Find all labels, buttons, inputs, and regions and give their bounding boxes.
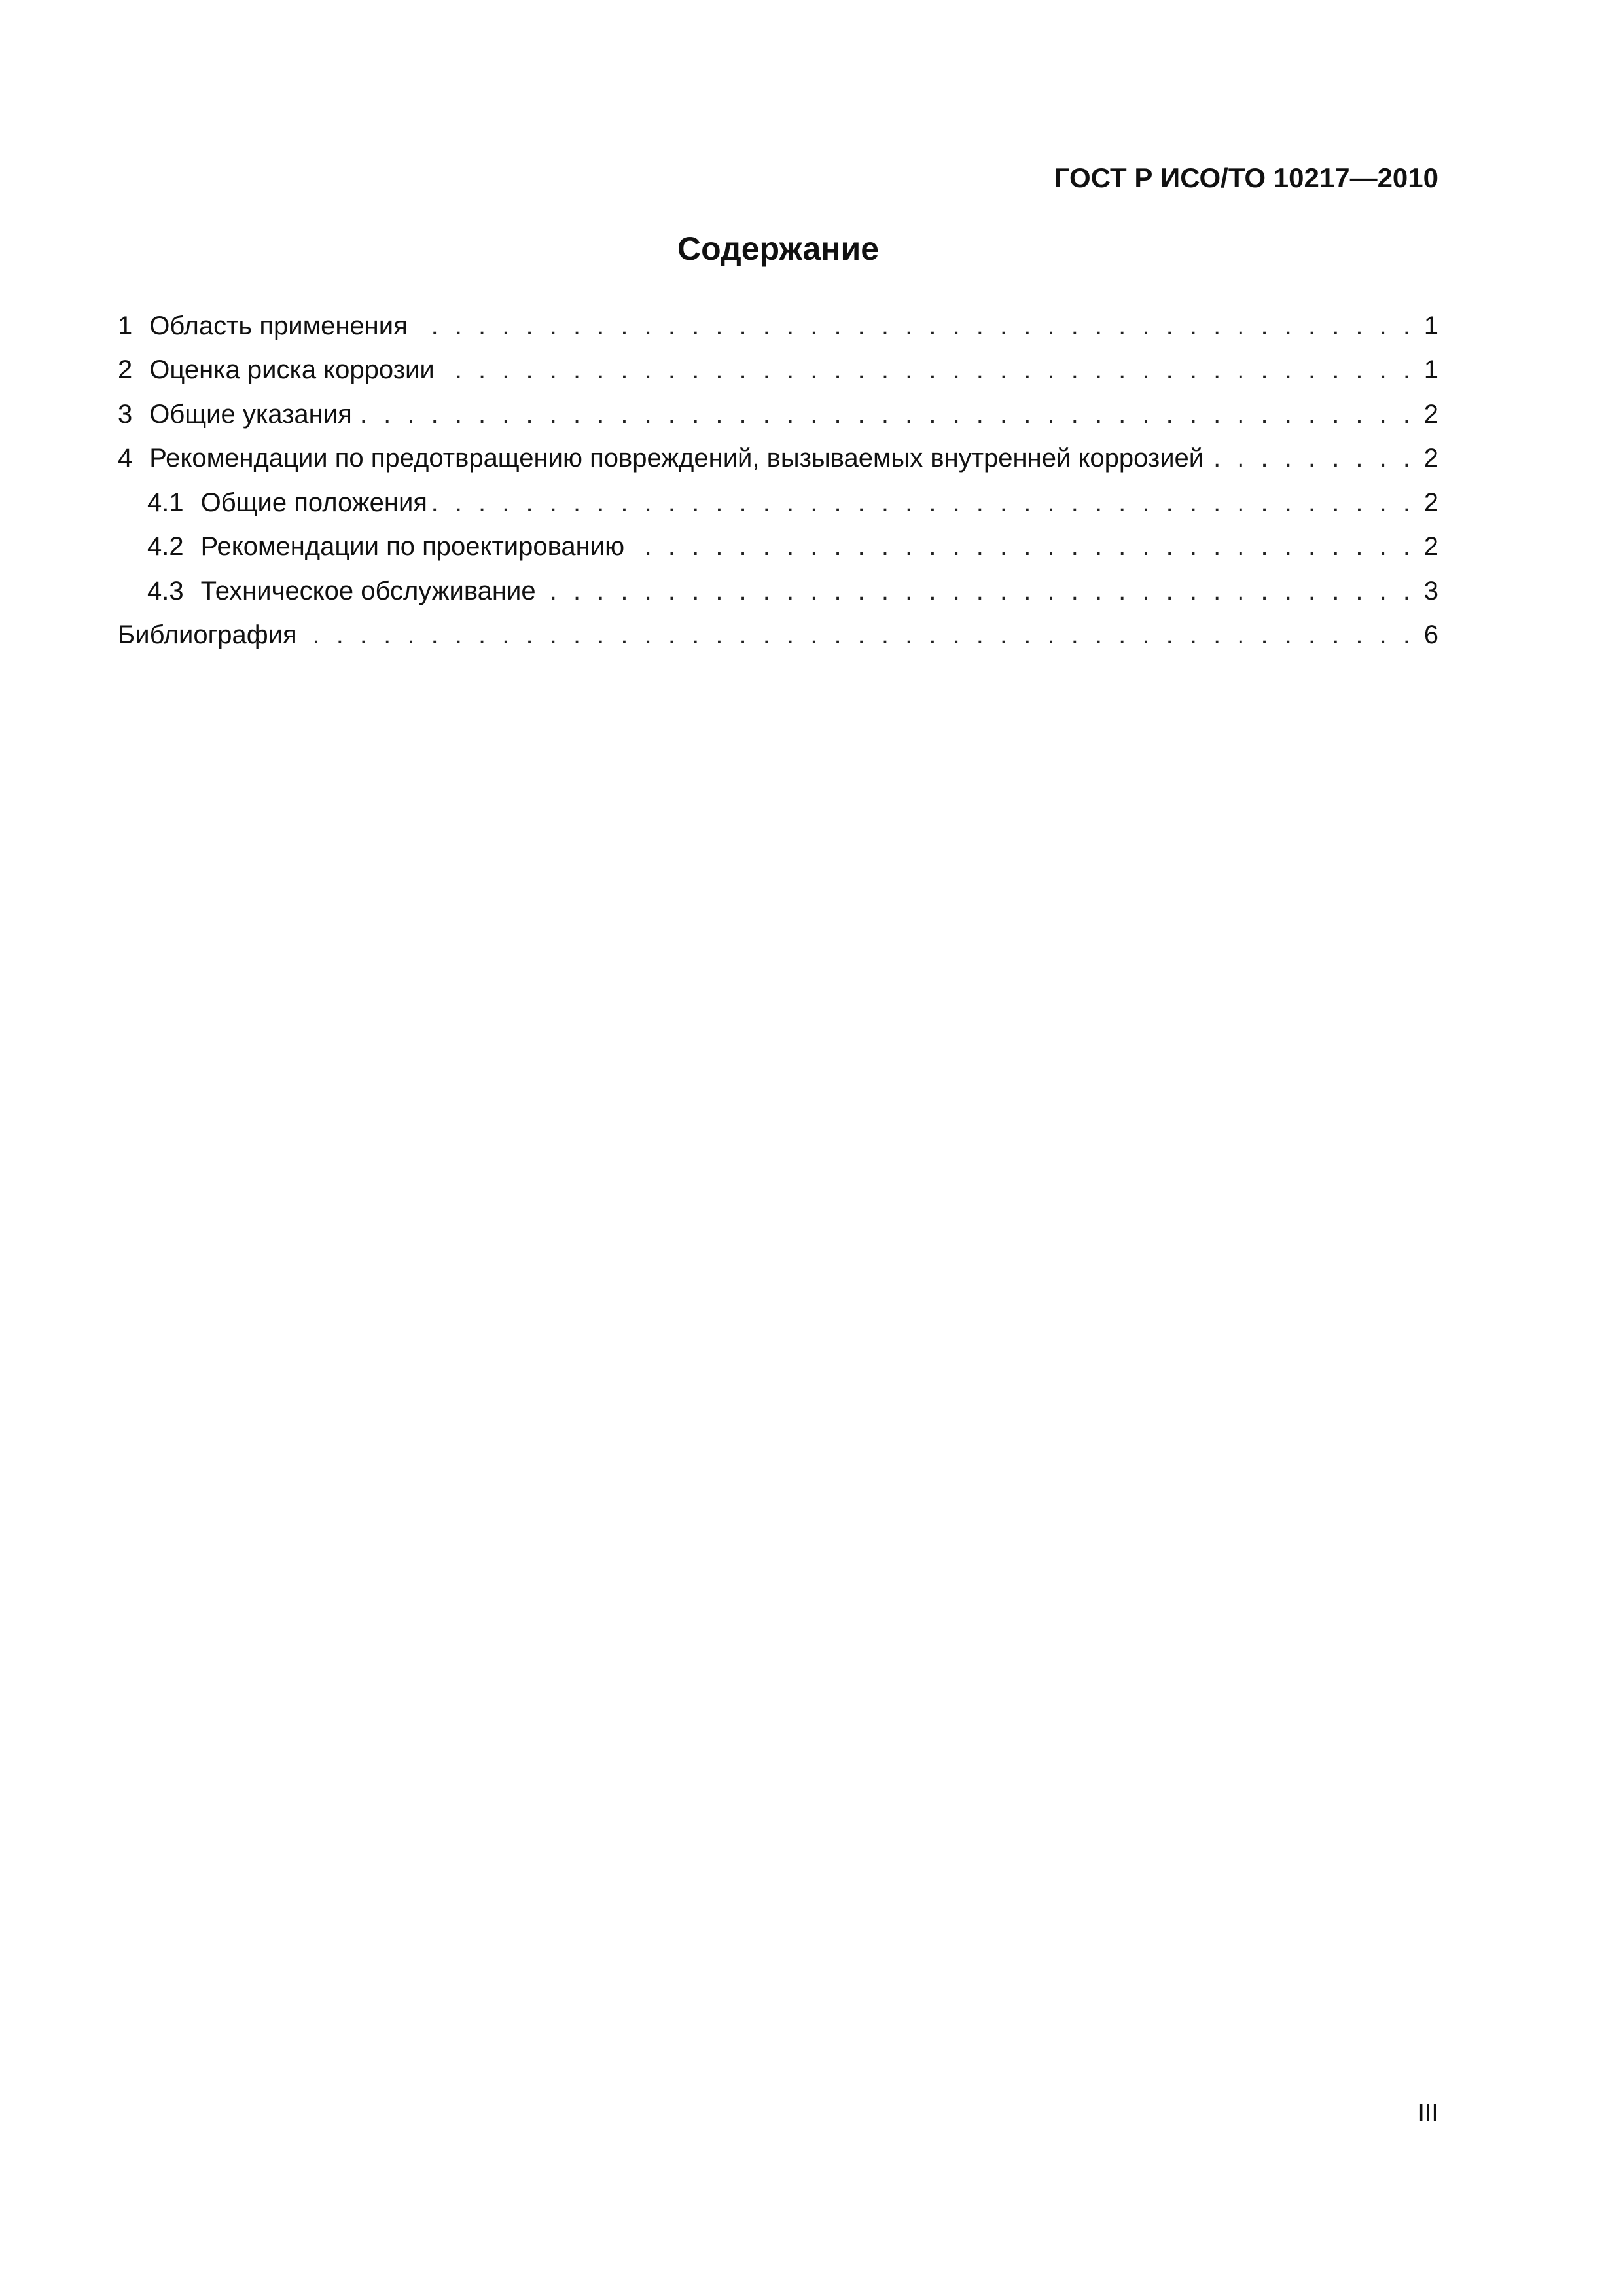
toc-item-label: Рекомендации по предотвращению повреждений, вызываемых внутренней коррозией [149,444,1204,473]
toc-subitem[interactable] [118,565,1438,609]
toc-dot-leader [540,573,1415,609]
toc-item-page: 2 [1423,444,1438,473]
toc-item-bibliography[interactable] [118,609,1438,654]
toc-item[interactable] [118,388,1438,433]
toc-dot-leader [356,396,1415,433]
toc-item-label: Общие указания [149,399,352,429]
toc-dot-leader [1207,440,1415,476]
page-number: III [1418,2100,1438,2127]
toc-dot-leader [438,351,1415,388]
toc-item-page: 2 [1423,399,1438,429]
toc-item[interactable] [118,300,1438,344]
toc-item-page: 1 [1423,311,1438,340]
toc-subitem[interactable] [118,521,1438,565]
toc-item[interactable] [118,344,1438,389]
toc-item-label: Общие положения [200,488,427,517]
toc-item-label: Рекомендации по проектированию [200,532,625,561]
toc-dot-leader [412,308,1415,344]
toc-item-number: 4.3 [147,576,184,605]
toc-dot-leader [628,528,1415,565]
toc-item-number: 4.2 [147,532,184,561]
toc-item-label: Техническое обслуживание [200,576,536,605]
toc-item-page: 2 [1423,488,1438,517]
toc-item-number: 4.1 [147,488,184,517]
toc-item-page: 1 [1423,355,1438,384]
toc-title: Содержание [677,230,880,267]
table-of-contents [118,300,1438,653]
toc-subitem[interactable] [118,476,1438,521]
toc-item-label: Оценка риска коррозии [149,355,435,384]
toc-item-number: 3 [118,399,133,429]
toc-item-page: 6 [1423,620,1438,649]
toc-dot-leader [301,617,1415,653]
toc-dot-leader [431,484,1415,521]
toc-item-page: 2 [1423,532,1438,561]
toc-item-label: Область применения [149,311,408,340]
document-code: ГОСТ Р ИСО/ТО 10217—2010 [1054,162,1438,193]
toc-item[interactable] [118,433,1438,477]
toc-item-number: 4 [118,444,133,473]
toc-item-page: 3 [1423,576,1438,605]
toc-item-number: 2 [118,355,133,384]
toc-item-label: Библиография [118,620,297,649]
toc-item-number: 1 [118,311,133,340]
